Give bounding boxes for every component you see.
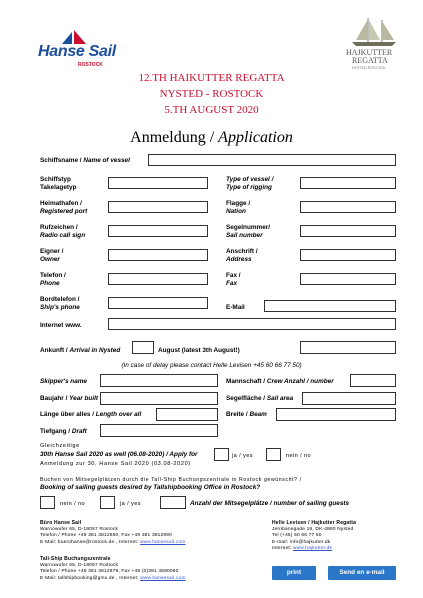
hajkutter-line2: REGATTA: [352, 56, 388, 65]
hanse-sail-logo: [38, 30, 128, 70]
owner-field[interactable]: [108, 249, 208, 261]
sail-number-label: Segelnummer/ Sail number: [226, 224, 271, 239]
call-sign-label: Rufzeichen / Radio call sign: [40, 224, 86, 239]
booking-en: Booking of sailing guests desired by Tallshipbooking Office in Rostock?: [40, 484, 261, 491]
internet-field[interactable]: [108, 318, 396, 330]
crew-field[interactable]: [350, 374, 396, 387]
arrival-suffix: August (latest 3th August!): [158, 347, 240, 354]
sail-area-field[interactable]: [302, 392, 396, 405]
sail-area-label: Segelfläche / Sail area: [226, 395, 294, 402]
ship-type-field[interactable]: [108, 177, 208, 189]
booking-no-checkbox[interactable]: [40, 496, 55, 509]
hanse-apply-yes-checkbox[interactable]: [214, 448, 229, 461]
skipper-field[interactable]: [100, 374, 218, 387]
arrival-extra-field[interactable]: [300, 341, 396, 354]
booking-count-label: Anzahl der Mitsegelplätze / number of sailing guests: [190, 500, 350, 507]
ship-phone-field[interactable]: [108, 297, 208, 309]
phone-label: Telefon / Phone: [40, 272, 66, 287]
arrival-day-field[interactable]: [132, 341, 154, 354]
hanse-apply-no-checkbox[interactable]: [266, 448, 281, 461]
booking-count-field[interactable]: [160, 496, 186, 509]
hanse-apply-de1: Gleichzeitige: [40, 443, 80, 449]
skipper-label: Skipper's name: [40, 378, 87, 385]
hanse-apply-yes-label: ja / yes: [232, 453, 253, 459]
sail-number-field[interactable]: [300, 225, 396, 237]
send-email-button[interactable]: Send en e-mail: [328, 566, 396, 580]
booking-yes-label: ja / yes: [120, 501, 141, 507]
email-field[interactable]: [264, 300, 396, 312]
booking-de: Buchen von Mitsegelplätzen durch die Tall-Ship Buchungszentrale in Rostock gewünscht? /: [40, 477, 302, 483]
delay-note: (In case of delay please contact Helle Levisen +45 60 66 77 50): [121, 362, 302, 369]
hajkutter-line3: NYSTED-ROSTOCK: [352, 66, 386, 70]
flag-field[interactable]: [300, 201, 396, 213]
office-tallship-booking: Tall-Ship Buchungszentrale Warnowufer 65, D-18057 Rostock Telefon / Phone +49 381 3812979, Fax +49 (0)381 4590050 E-Mail: tallshipbooking@gmx.de , Internet: www.hansesail.com: [40, 556, 186, 581]
sailing-ship-icon: [348, 16, 400, 48]
internet-label: Internet www.: [40, 322, 82, 329]
title-de: Anmeldung: [130, 129, 206, 146]
draft-label: Tiefgang / Draft: [40, 428, 87, 435]
hanse-apply-no-label: nein / no: [286, 453, 312, 459]
year-built-field[interactable]: [100, 392, 218, 405]
ship-phone-label: Bordtelefon / Ship's phone: [40, 296, 80, 311]
email-label: E-Mail: [226, 304, 245, 311]
flag-label: Flagge / Nation: [226, 200, 251, 215]
header-line-2: NYSTED - ROSTOCK: [159, 88, 264, 100]
page-title: [0, 129, 423, 147]
hajkutter-link[interactable]: www.hajkutter.dk: [292, 545, 333, 551]
vessel-name-field[interactable]: [148, 154, 396, 166]
address-label: Anschrift / Address: [226, 248, 258, 263]
home-port-label: Heimathafen / Registered port: [40, 200, 88, 215]
vessel-name-label: Schiffsname / Name of vessel: [40, 157, 130, 164]
office-hajkutter: Helle Levisen / Hajkutter Regatta Jernbanegade 16, DK-4880 Nysted Tel (+45) 60 66 77 50 E-mail: info@hajkutter.dk Internet: www.hajkutter.dk: [272, 520, 357, 551]
arrival-label: Ankunft / Arrival in Nysted: [40, 347, 121, 354]
owner-label: Eigner / Owner: [40, 248, 64, 263]
hajkutter-line1: HAJKUTTER: [346, 48, 393, 57]
beam-label: Breite / Beam: [226, 411, 267, 418]
fax-field[interactable]: [300, 273, 396, 285]
title-sep: /: [205, 129, 219, 146]
title-en: Application: [218, 129, 293, 146]
hanse-sail-sub: ROSTOCK: [78, 62, 103, 68]
hajkutter-logo: [340, 16, 410, 76]
crew-label: Mannschaft / Crew Anzahl / number: [226, 378, 334, 385]
office-hanse-sail: Büro Hanse Sail Warnowufer 65, D-18057 Rostock Telefon / Phone +49 381 3812950, Fax +49 381 3812990 E-Mail: buerohanse@rostock.de , Internet: www.hansesail.com: [40, 520, 186, 545]
type-vessel-label: Type of vessel / Type of rigging: [226, 176, 274, 191]
length-label: Länge über alles / Length over all: [40, 411, 142, 418]
booking-yes-checkbox[interactable]: [100, 496, 115, 509]
home-port-field[interactable]: [108, 201, 208, 213]
address-field[interactable]: [300, 249, 396, 261]
hanse-apply-en: 30th Hanse Sail 2020 as well (06.08-2020) / Apply for: [40, 451, 198, 458]
type-vessel-field[interactable]: [300, 177, 396, 189]
print-button[interactable]: print: [272, 566, 316, 580]
draft-field[interactable]: [100, 424, 218, 437]
fax-label: Fax / Fax: [226, 272, 241, 287]
header-line-1: 12.TH HAIKUTTER REGATTA: [138, 72, 285, 84]
header-line-3: 5.TH AUGUST 2020: [164, 104, 259, 116]
year-built-label: Baujahr / Year built: [40, 395, 99, 402]
phone-field[interactable]: [108, 273, 208, 285]
hanse-apply-de2: Anmeldung zur 30. Hanse Sail 2020 (03.08-2020): [40, 461, 191, 467]
tallship-link[interactable]: www.hansesail.com: [140, 575, 186, 581]
hanse-sail-wordmark: Hanse Sail: [38, 43, 116, 60]
booking-no-label: nein / no: [60, 501, 86, 507]
beam-field[interactable]: [276, 408, 396, 421]
ship-type-label: Schiffstyp Takelagetyp: [40, 176, 77, 191]
length-field[interactable]: [156, 408, 218, 421]
hansesail-link[interactable]: www.hansesail.com: [139, 539, 186, 545]
call-sign-field[interactable]: [108, 225, 208, 237]
